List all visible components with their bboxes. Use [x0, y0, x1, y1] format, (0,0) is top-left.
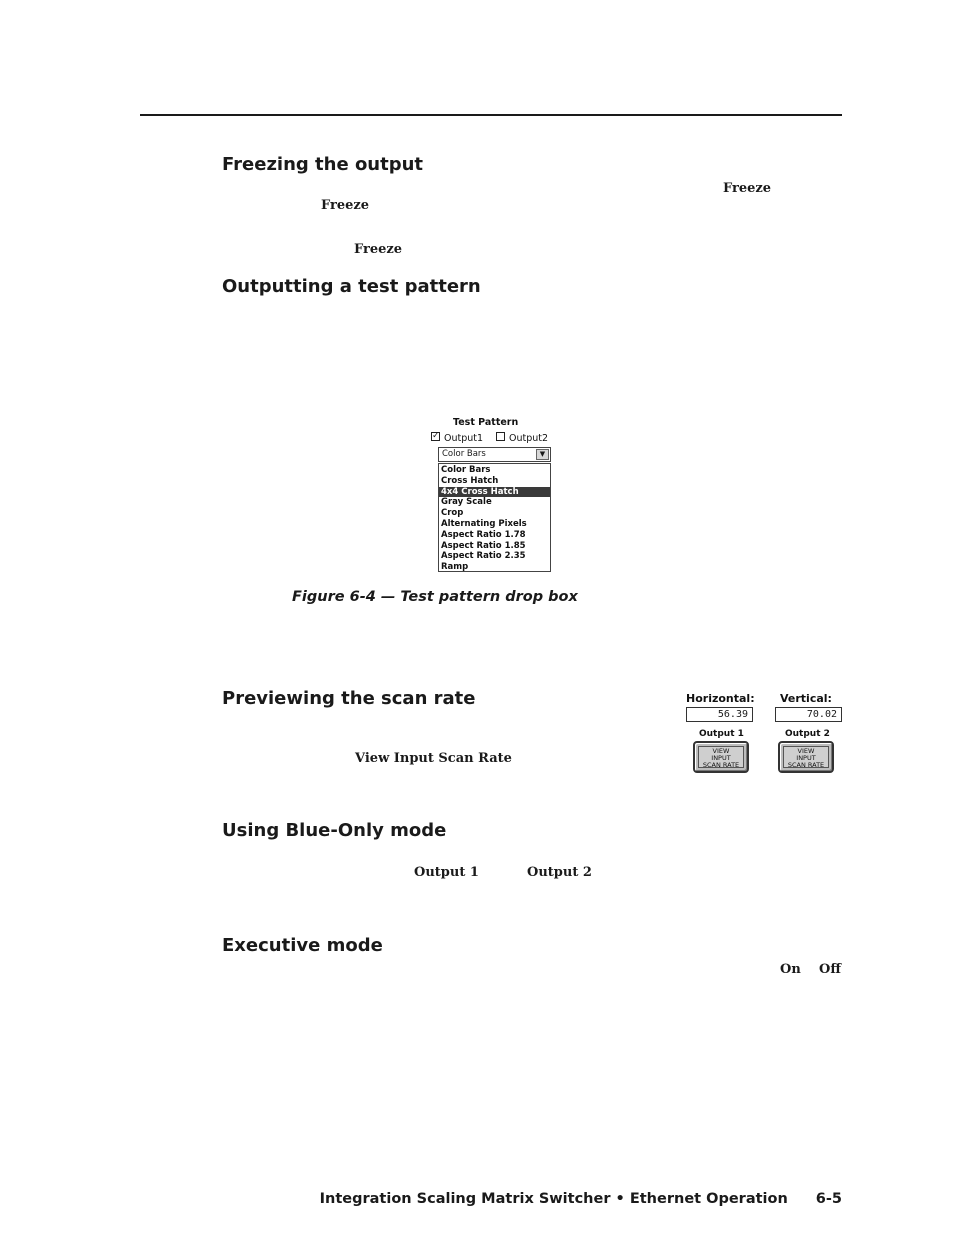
keyword-view-input-scan-rate: View Input Scan Rate: [355, 751, 512, 766]
output1-checkbox-label: Output1: [444, 433, 484, 444]
test-pattern-option[interactable]: Alternating Pixels: [441, 518, 527, 529]
keyword-on: On: [780, 962, 801, 977]
horizontal-label: Horizontal:: [686, 692, 755, 705]
horizontal-rate-field: 56.39: [686, 707, 753, 722]
output1-checkbox[interactable]: [431, 432, 440, 441]
heading-freezing-output: Freezing the output: [222, 154, 424, 175]
heading-test-pattern: Outputting a test pattern: [222, 276, 481, 297]
heading-executive-mode: Executive mode: [222, 935, 383, 956]
test-pattern-option[interactable]: Gray Scale: [441, 497, 492, 508]
button-line: INPUT: [711, 754, 731, 762]
test-pattern-option[interactable]: Aspect Ratio 1.85: [441, 540, 526, 551]
output2-checkbox[interactable]: [496, 432, 505, 441]
button-line: INPUT: [796, 754, 816, 762]
button-line: VIEW: [797, 747, 815, 755]
test-pattern-option[interactable]: 4x4 Cross Hatch: [439, 487, 550, 498]
test-pattern-option[interactable]: Ramp: [441, 562, 469, 573]
header-rule: [140, 114, 842, 116]
check-icon: ✓: [432, 431, 440, 441]
test-pattern-option[interactable]: Cross Hatch: [441, 475, 499, 486]
heading-scan-rate: Previewing the scan rate: [222, 688, 476, 709]
vertical-label: Vertical:: [780, 692, 832, 705]
page-number: 6-5: [815, 1191, 842, 1207]
view-input-scan-rate-button-output1[interactable]: [693, 741, 749, 773]
keyword-output-1: Output 1: [414, 865, 479, 880]
output2-label: Output 2: [785, 729, 830, 739]
test-pattern-title: Test Pattern: [453, 417, 519, 428]
figure-caption: Figure 6-4 — Test pattern drop box: [292, 589, 578, 605]
button-line: VIEW: [712, 747, 730, 755]
heading-blue-only-mode: Using Blue-Only mode: [222, 820, 447, 841]
output1-label: Output 1: [699, 729, 744, 739]
page-footer: [320, 1191, 842, 1207]
test-pattern-select[interactable]: [438, 447, 551, 462]
button-line: SCAN RATE: [787, 761, 825, 769]
test-pattern-option[interactable]: Crop: [441, 508, 464, 519]
test-pattern-option[interactable]: Aspect Ratio 2.35: [441, 551, 526, 562]
footer-title: Integration Scaling Matrix Switcher • Ethernet Operation: [319, 1191, 788, 1207]
output2-checkbox-label: Output2: [509, 433, 549, 444]
test-pattern-option[interactable]: Color Bars: [441, 465, 491, 475]
keyword-freeze: Freeze: [354, 242, 403, 257]
keyword-output-2: Output 2: [527, 865, 592, 880]
keyword-freeze: Freeze: [723, 181, 772, 196]
test-pattern-option[interactable]: Aspect Ratio 1.78: [441, 529, 526, 540]
view-input-scan-rate-button-output2[interactable]: [778, 741, 834, 773]
test-pattern-options-list[interactable]: [438, 463, 551, 572]
test-pattern-selected-value: Color Bars: [442, 449, 486, 459]
button-line: SCAN RATE: [702, 761, 740, 769]
keyword-freeze: Freeze: [321, 198, 370, 213]
keyword-off: Off: [819, 962, 841, 977]
chevron-down-icon[interactable]: ▼: [536, 449, 549, 460]
vertical-rate-field: 70.02: [775, 707, 842, 722]
